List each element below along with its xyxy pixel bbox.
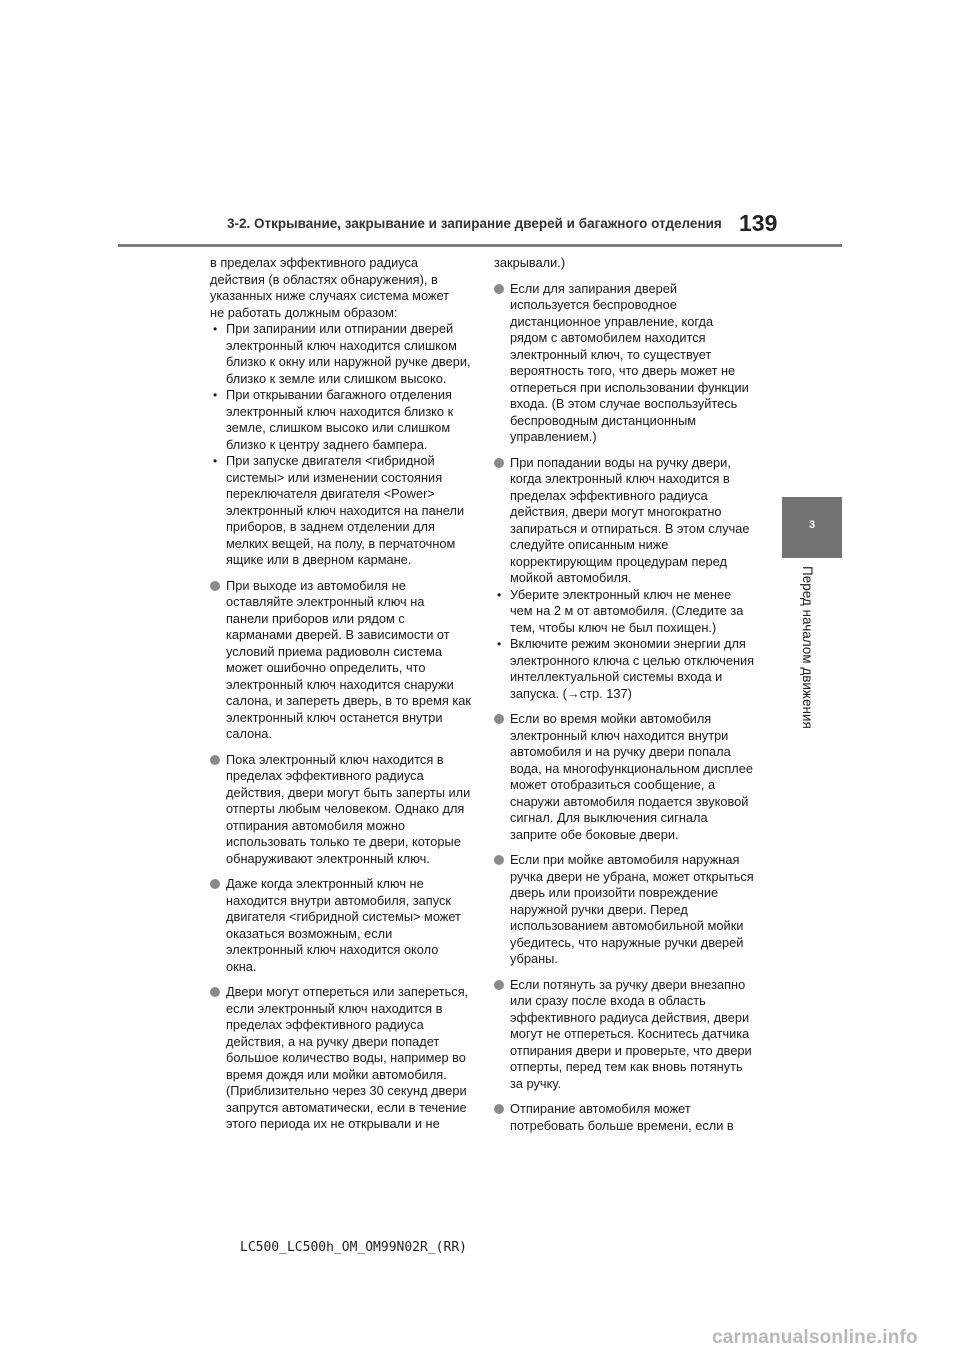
chapter-caption: Перед началом движения <box>800 566 815 729</box>
text-line: запираться и отпираться. В этом случае <box>510 520 750 536</box>
text-line: рядом с автомобилем находится <box>510 330 706 345</box>
text-line: Если потянуть за ручку двери внезапно <box>510 976 746 992</box>
note-paragraph <box>494 711 753 843</box>
text-line: электронный ключ, то существует <box>510 346 712 362</box>
text-line: переключателя двигателя <Power> <box>226 486 435 501</box>
text-line: заприте обе боковые двери. <box>510 826 679 842</box>
circle-marker-icon <box>494 855 504 865</box>
text-line: электронного ключа с целью отключения <box>510 652 755 668</box>
text-line: ящике или в дверном кармане. <box>226 552 412 567</box>
text-line: следуйте описанным ниже <box>510 537 669 552</box>
text-line: условий приема радиоволн система <box>226 643 443 659</box>
text-paragraph <box>210 255 460 321</box>
text-line: действия (в областях обнаружения), в <box>210 271 438 287</box>
text-line: мелких вещей, на полу, в перчаточном <box>226 535 456 551</box>
text-line: двигателя <гибридной системы> может <box>226 909 461 924</box>
text-line: беспроводным дистанционным <box>510 412 697 428</box>
text-line: Если во время мойки автомобиля <box>510 711 712 726</box>
text-line: сигнал. Для выключения сигнала <box>510 810 708 825</box>
text-line: оказаться возможным, если <box>226 925 393 941</box>
text-line: вода, на многофункциональном дисплее <box>510 760 753 776</box>
text-line: (Приблизительно через 30 секунд двери <box>226 1083 467 1098</box>
text-line: тем, чтобы ключ не был похищен.) <box>510 619 717 635</box>
note-paragraph <box>210 577 471 743</box>
text-line: земле, слишком высоко или слишком <box>226 420 451 435</box>
note-paragraph <box>494 280 749 446</box>
text-line: Даже когда электронный ключ не <box>226 876 424 891</box>
text-line: электронный ключ находится на панели <box>226 502 465 518</box>
text-line: отперты, перед тем как вновь потянуть <box>510 1059 743 1074</box>
text-line: отпирания автомобиля можно <box>226 817 406 833</box>
bullet-item <box>210 387 460 453</box>
text-line: могут не отпереться. Коснитесь датчика <box>510 1026 750 1041</box>
text-line: вероятность того, что дверь может не <box>510 363 736 378</box>
text-line: или сразу после входа в область <box>510 993 706 1008</box>
text-line: закрывали.) <box>494 255 566 270</box>
text-line: салона. <box>226 726 272 741</box>
text-line: автомобиля и на ручку двери попала <box>510 744 731 759</box>
text-line: дистанционное управление, когда <box>510 313 714 329</box>
section-title: 3-2. Открывание, закрывание и запирание дверей и багажного отделения <box>227 216 722 231</box>
text-line: управлением.) <box>510 429 597 444</box>
text-line: время дождя или мойки автомобиля. <box>226 1066 447 1082</box>
text-line: оставляйте электронный ключ на <box>226 594 425 609</box>
text-line: ручка двери не убрана, может открыться <box>510 868 754 884</box>
text-line: снаружи автомобиля подается звуковой <box>510 793 749 809</box>
text-line: При попадании воды на ручку двери, <box>510 454 731 470</box>
document-code: LC500_LC500h_OM_OM99N02R_(RR) <box>240 1240 467 1255</box>
text-line: электронный ключ находится снаружи <box>226 676 454 692</box>
text-line: При открывании багажного отделения <box>226 387 452 402</box>
circle-marker-icon <box>494 980 504 990</box>
text-line: находится внутри автомобиля, запуск <box>226 892 451 908</box>
text-line: потребовать больше времени, если в <box>510 1117 734 1133</box>
bullet-item <box>210 453 465 569</box>
note-paragraph <box>210 984 469 1133</box>
text-line: использованием автомобильной мойки <box>510 918 744 933</box>
text-line: При запирании или отпирании дверей <box>226 321 454 336</box>
page-number: 139 <box>739 210 778 236</box>
text-line: убраны. <box>510 951 558 966</box>
text-line: При запуске двигателя <гибридной <box>226 453 435 468</box>
text-line: электронный ключ находится близко к <box>226 403 454 419</box>
text-line: мойкой автомобиля. <box>510 570 632 585</box>
text-line: пределах эффективного радиуса <box>510 487 708 503</box>
text-line: если электронный ключ находится в <box>226 1000 443 1016</box>
circle-marker-icon <box>210 987 220 997</box>
bullet-icon: • <box>213 454 218 468</box>
note-paragraph <box>210 876 460 975</box>
text-line: пределах эффективного радиуса <box>226 768 424 783</box>
text-line: электронный ключ находится слишком <box>226 337 457 353</box>
watermark: carmanualsonline.info <box>712 1327 918 1348</box>
text-line: за ручку. <box>510 1075 561 1091</box>
text-line: отпереться при использовании функции <box>510 379 749 395</box>
note-paragraph <box>494 976 752 1093</box>
bullet-item <box>494 587 744 637</box>
text-line: Двери могут отпереться или запереться, <box>226 984 469 999</box>
text-line: электронный ключ останется внутри <box>226 709 443 725</box>
right-text-column <box>494 255 755 1143</box>
text-line: действия, двери могут быть заперты или <box>226 784 471 800</box>
text-line: дверь или произойти повреждение <box>510 885 719 900</box>
text-line: убедитесь, что наружные ручки дверей <box>510 934 744 950</box>
text-line: запрутся автоматически, если в течение <box>226 1099 467 1115</box>
bullet-item <box>210 321 471 387</box>
text-line: карманами дверей. В зависимости от <box>226 627 450 642</box>
note-paragraph <box>494 852 754 968</box>
text-line: окна. <box>226 958 257 974</box>
text-line: обнаруживают электронный ключ. <box>226 850 430 866</box>
text-line: близко к земле или слишком высоко. <box>226 370 447 386</box>
text-line: указанных ниже случаях система может <box>210 288 450 303</box>
text-line: использовать только те двери, которые <box>226 834 461 849</box>
bullet-icon: • <box>213 388 218 402</box>
text-paragraph <box>494 255 744 272</box>
text-line: может ошибочно определить, что <box>226 660 426 675</box>
text-line: корректирующим процедурам перед <box>510 553 727 569</box>
note-paragraph <box>494 454 750 587</box>
text-line: чем на 2 м от автомобиля. (Следите за <box>510 603 744 618</box>
bullet-icon: • <box>213 322 218 336</box>
header-divider <box>118 244 842 247</box>
text-line: Если для запирания дверей <box>510 280 677 296</box>
bullet-icon: • <box>497 637 502 651</box>
text-line: пределах эффективного радиуса <box>226 1017 424 1032</box>
text-line: в пределах эффективного радиуса <box>210 255 419 270</box>
text-line: отперты любым человеком. Однако для <box>226 801 465 816</box>
text-line: запуска. (→стр. 137) <box>510 685 632 701</box>
text-line: действия, а на ручку двери попадет <box>226 1033 440 1049</box>
text-line: входа. (В этом случае воспользуйтесь <box>510 396 738 411</box>
text-line: отпирания двери и проверьте, что двери <box>510 1042 752 1058</box>
text-line: приборов, в заднем отделении для <box>226 519 435 534</box>
text-line: интеллектуальной системы входа и <box>510 669 723 684</box>
circle-marker-icon <box>494 1104 504 1114</box>
text-line: панели приборов или рядом с <box>226 610 405 626</box>
circle-marker-icon <box>494 284 504 294</box>
text-line: Включите режим экономии энергии для <box>510 636 746 651</box>
left-text-column <box>210 255 471 1142</box>
text-line: близко к центру заднего бампера. <box>226 436 428 452</box>
text-line: При выходе из автомобиля не <box>226 577 406 593</box>
text-line: электронный ключ находится внутри <box>510 727 729 743</box>
text-line: наружной ручки двери. Перед <box>510 901 688 917</box>
circle-marker-icon <box>210 879 220 889</box>
text-line: системы> или изменении состояния <box>226 469 443 485</box>
note-paragraph <box>494 1101 744 1134</box>
text-line: салона, и запереть дверь, в то время как <box>226 693 471 708</box>
note-paragraph <box>210 751 471 868</box>
chapter-tab[interactable] <box>782 497 842 558</box>
bullet-icon: • <box>497 587 502 602</box>
text-line: близко к окну или наружной ручке двери, <box>226 354 471 369</box>
circle-marker-icon <box>494 458 504 468</box>
text-line: эффективного радиуса действия, двери <box>510 1009 750 1025</box>
chapter-number: 3 <box>808 519 816 531</box>
text-line: когда электронный ключ находится в <box>510 471 730 486</box>
circle-marker-icon <box>210 755 220 765</box>
text-line: Если при мойке автомобиля наружная <box>510 852 740 867</box>
text-line: действия, двери могут многократно <box>510 504 722 519</box>
text-line: электронный ключ находится около <box>226 942 439 957</box>
text-line: большое количество воды, например во <box>226 1050 466 1065</box>
text-line: Отпирание автомобиля может <box>510 1101 691 1116</box>
text-line: этого периода их не открывали и не <box>226 1116 440 1131</box>
text-line: может отобразиться сообщение, а <box>510 777 716 792</box>
text-line: Пока электронный ключ находится в <box>226 751 444 767</box>
text-line: используется беспроводное <box>510 297 677 312</box>
circle-marker-icon <box>494 714 504 724</box>
text-line: Уберите электронный ключ не менее <box>510 586 732 602</box>
bullet-item <box>494 636 755 702</box>
text-line: не работать должным образом: <box>210 304 398 320</box>
circle-marker-icon <box>210 581 220 591</box>
